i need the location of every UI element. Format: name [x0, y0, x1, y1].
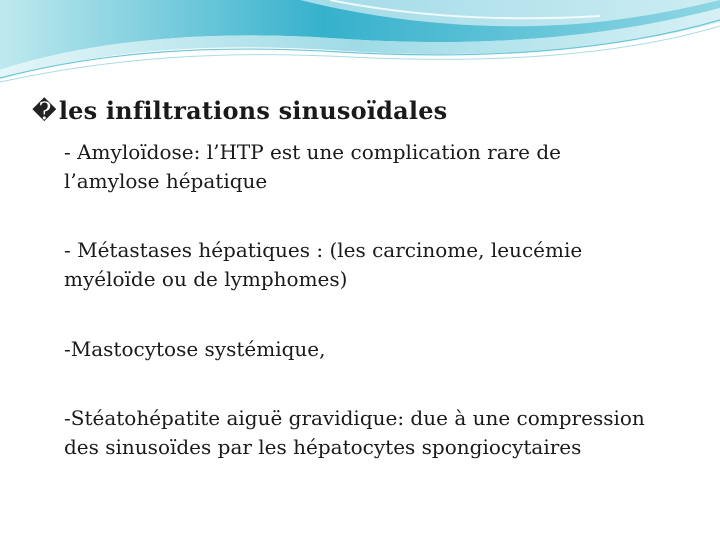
list-item-line: des sinusoïdes par les hépatocytes spongiocytaires [64, 435, 582, 459]
list-item-steatohepatite [64, 404, 645, 462]
heading-text: les infiltrations sinusoïdales [58, 96, 448, 125]
list-item-line: -Stéatohépatite aiguë gravidique: due à une compression [64, 406, 645, 430]
bullet-glyph-icon: � [32, 97, 57, 125]
list-item-line: -Mastocytose systémique, [64, 337, 326, 361]
list-item-line: - Métastases hépatiques : (les carcinome, leucémie [64, 238, 583, 262]
list-item-line: myéloïde ou de lymphomes) [64, 267, 348, 291]
list-item-mastocytose [64, 335, 325, 364]
list-item-line: - Amyloïdose: l’HTP est une complication rare de [64, 140, 562, 164]
list-item-line: l’amylose hépatique [64, 169, 268, 193]
slide-heading [32, 96, 447, 125]
list-item-metastases [64, 236, 582, 294]
list-item-amyloidose [64, 138, 561, 196]
